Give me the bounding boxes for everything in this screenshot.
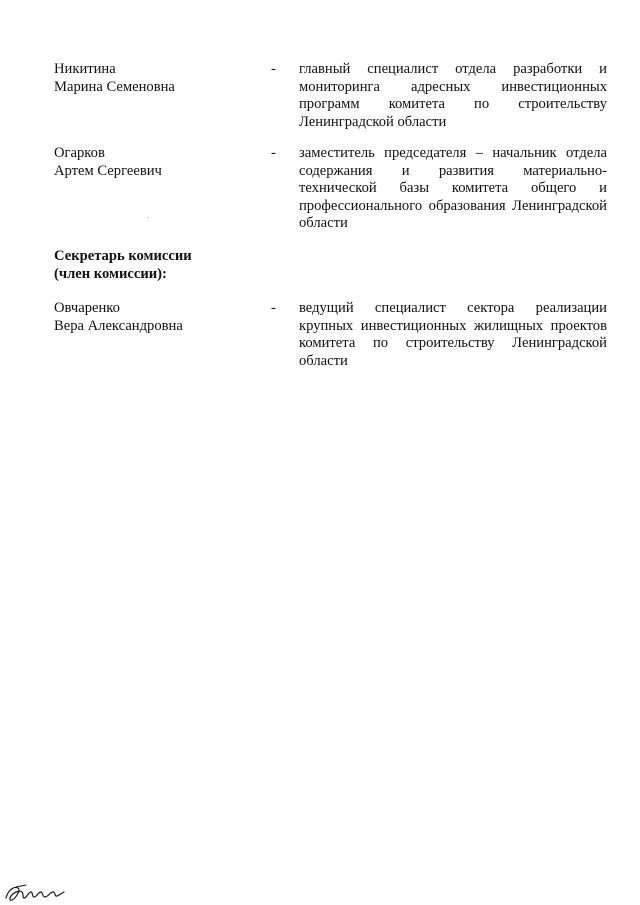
member-role: главный специалист отдела разработки и мониторинга адресных инвестиционных программ комитета по строительству Ленинградской области <box>299 61 607 130</box>
separator-dash: - <box>271 61 276 77</box>
member-name <box>54 300 254 335</box>
member-given-names: Артем Сергеевич <box>54 162 162 179</box>
member-role: заместитель председателя – начальник отдела содержания и развития материально-технической базы комитета общего и профессионального образования Ленинградской области <box>299 145 607 231</box>
member-name <box>54 61 254 96</box>
separator-dash: - <box>271 300 276 316</box>
member-name <box>54 145 254 180</box>
member-surname: Овчаренко <box>54 300 120 316</box>
member-given-names: Вера Александровна <box>54 317 183 334</box>
separator-dash: - <box>271 145 276 161</box>
member-surname: Никитина <box>54 61 116 77</box>
signature-mark <box>4 880 66 904</box>
secretary-heading-line: (член комиссии): <box>54 265 167 282</box>
member-role: ведущий специалист сектора реализации крупных инвестиционных жилищных проектов комитета по строительству Ленинградской области <box>299 300 607 369</box>
member-surname: Огарков <box>54 145 105 161</box>
scan-speck <box>147 217 148 218</box>
member-given-names: Марина Семеновна <box>54 78 175 95</box>
secretary-heading-line: Секретарь комиссии <box>54 248 192 264</box>
secretary-heading <box>54 248 274 283</box>
